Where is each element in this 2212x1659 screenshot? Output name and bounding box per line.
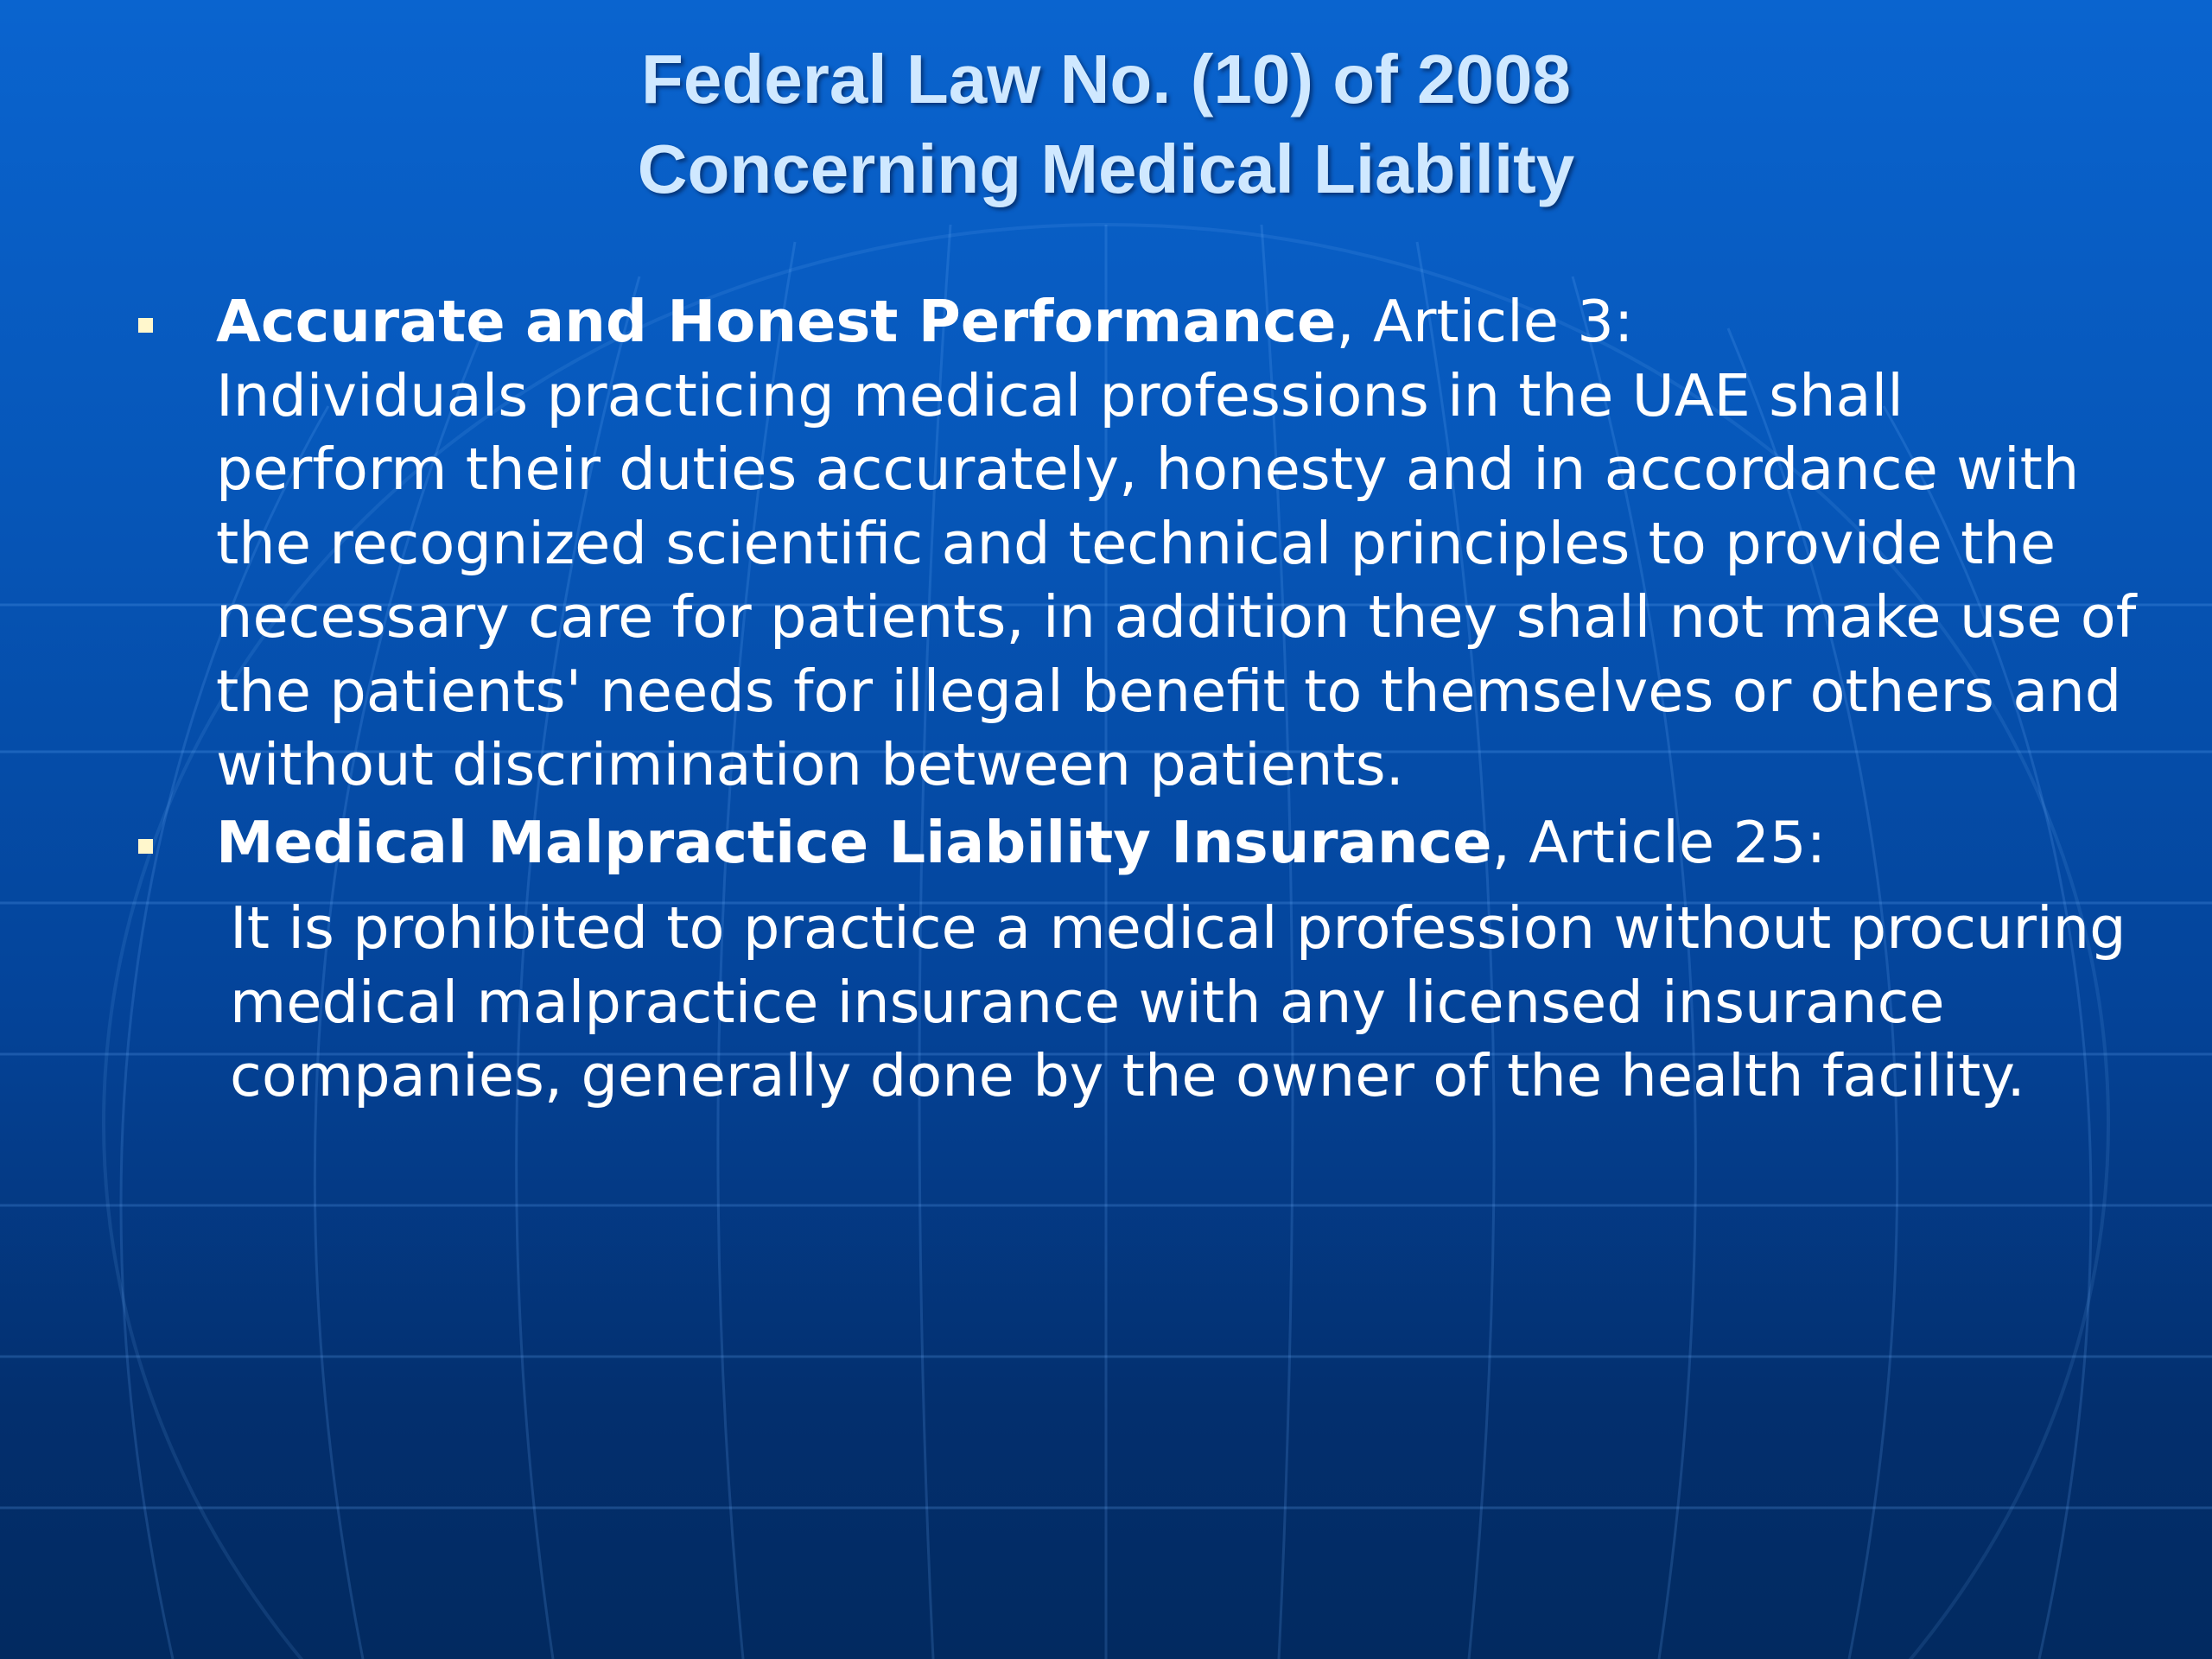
square-bullet-icon [138, 318, 153, 333]
bullet-article-ref: , Article 3: [1336, 288, 1634, 355]
bullet-item-article-25 [0, 806, 2152, 1114]
bullet-body-text: It is prohibited to practice a medical profession without procuring medical malpractice insurance with any licensed insurance companies, generally done by the owner of the health facility. [230, 894, 2126, 1109]
slide-title [0, 35, 2212, 214]
bullet-article-ref: , Article 25: [1491, 808, 1827, 876]
title-line-2: Concerning Medical Liability [637, 130, 1575, 207]
title-line-1: Federal Law No. (10) of 2008 [641, 41, 1571, 118]
bullet-heading: Accurate and Honest Performance [216, 288, 1337, 355]
square-bullet-icon [138, 839, 153, 854]
bullet-heading: Medical Malpractice Liability Insurance [216, 808, 1492, 876]
bullet-body-text: Individuals practicing medical professions in the UAE shall perform their duties accurately, honesty and in accordance with the recognized scientific and technical principles to provide the necessary care for patients, in addition they shall not make use of the patients' needs for illegal benefit to themselves or others and without discrimination between patients. [216, 361, 2137, 798]
bullet-list [0, 285, 2212, 1114]
bullet-item-article-3 [0, 285, 2152, 803]
